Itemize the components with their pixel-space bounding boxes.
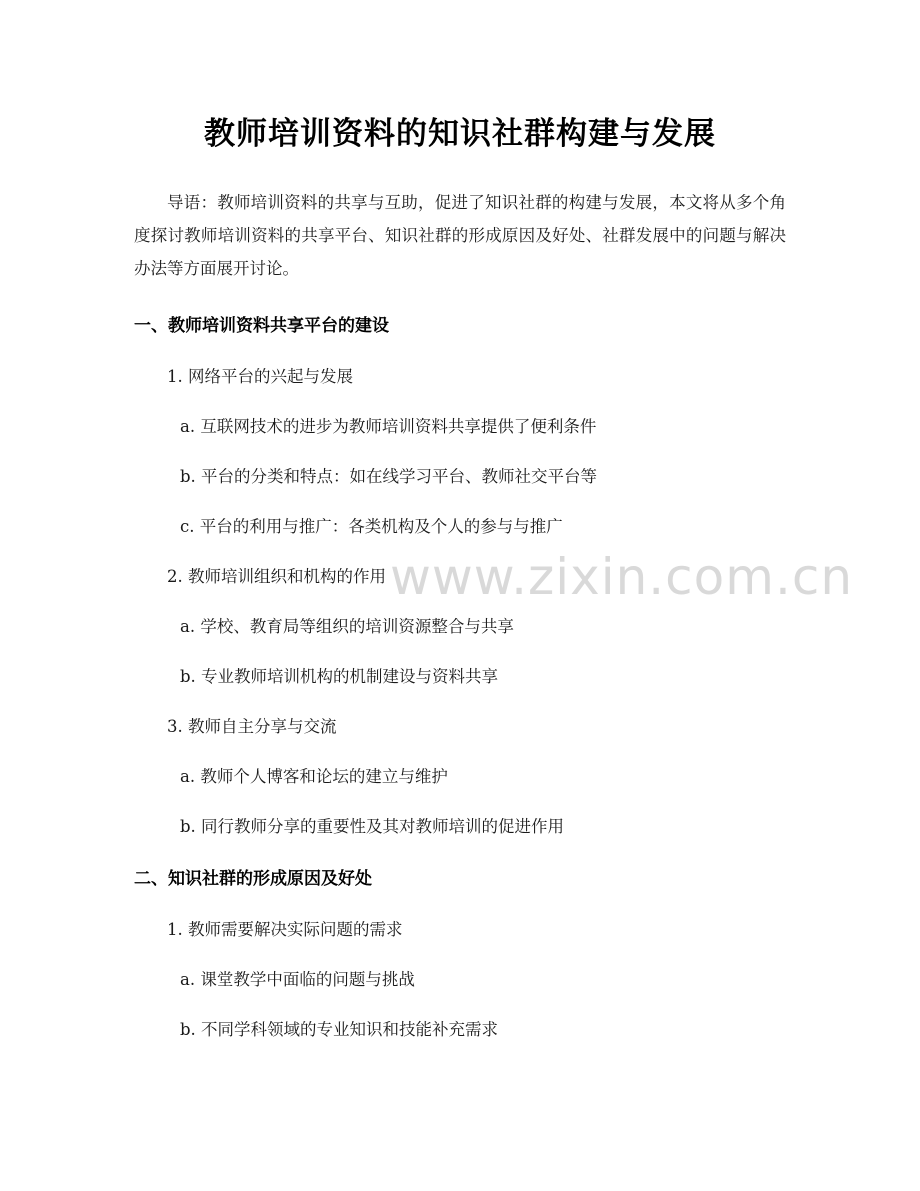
list-item: 3. 教师自主分享与交流 xyxy=(167,717,337,736)
sub-list-item: a. 教师个人博客和论坛的建立与维护 xyxy=(180,767,448,786)
list-item: 1. 网络平台的兴起与发展 xyxy=(167,367,353,386)
intro-paragraph: 导语：教师培训资料的共享与互助，促进了知识社群的构建与发展，本文将从多个角度探讨教师培训资料的共享平台、知识社群的形成原因及好处、社群发展中的问题与解决办法等方面展开讨论。 xyxy=(134,193,786,278)
watermark: www.zixin.com.cn xyxy=(390,548,854,606)
list-item: 2. 教师培训组织和机构的作用 xyxy=(167,567,386,586)
sub-list-item: b. 不同学科领域的专业知识和技能补充需求 xyxy=(180,1020,499,1039)
sub-list-item: b. 平台的分类和特点：如在线学习平台、教师社交平台等 xyxy=(180,467,598,486)
page-title: 教师培训资料的知识社群构建与发展 xyxy=(204,116,716,152)
sub-list-item: a. 学校、教育局等组织的培训资源整合与共享 xyxy=(180,617,514,636)
sub-list-item: a. 互联网技术的进步为教师培训资料共享提供了便利条件 xyxy=(180,417,597,436)
sub-list-item: b. 专业教师培训机构的机制建设与资料共享 xyxy=(180,667,499,686)
section-heading: 一、教师培训资料共享平台的建设 xyxy=(134,316,389,336)
list-item: 1. 教师需要解决实际问题的需求 xyxy=(167,920,403,939)
sub-list-item: b. 同行教师分享的重要性及其对教师培训的促进作用 xyxy=(180,817,565,836)
sub-list-item: c. 平台的利用与推广：各类机构及个人的参与与推广 xyxy=(180,517,563,536)
section-heading: 二、知识社群的形成原因及好处 xyxy=(134,869,372,889)
sub-list-item: a. 课堂教学中面临的问题与挑战 xyxy=(180,970,415,989)
